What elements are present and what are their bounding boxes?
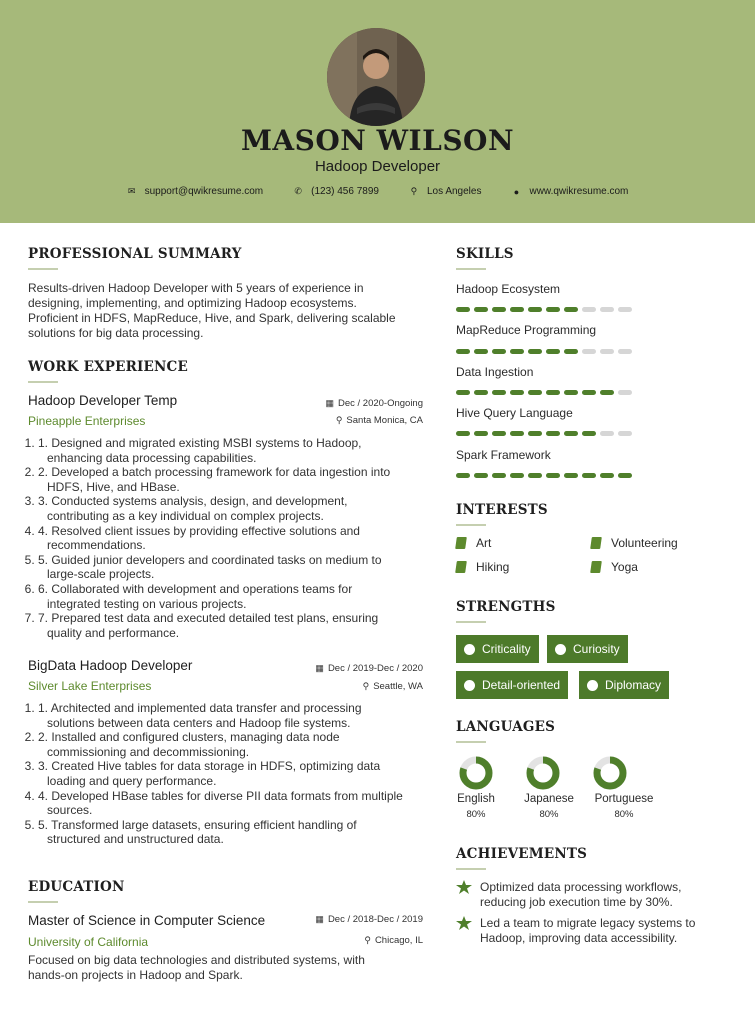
education-line: hands-on projects in Hadoop and Spark. (28, 968, 243, 982)
achievement-line: reducing job execution time by 30%. (480, 895, 673, 909)
globe-icon: ● (513, 186, 520, 197)
calendar-icon: ▦ (315, 914, 324, 924)
skill-dot (474, 349, 488, 354)
list-item: 3. 3. Created Hive tables for data storage in HDFS, optimizing data loading and query performance. (38, 759, 433, 788)
contact-email[interactable]: support@qwikresume.com (144, 186, 264, 197)
experience-heading: WORK EXPERIENCE (28, 359, 188, 375)
language-name: Portuguese (594, 793, 654, 805)
skill-meter (456, 473, 632, 478)
skill-dot (546, 431, 560, 436)
skill-dot (492, 473, 506, 478)
languages-divider (456, 741, 486, 743)
skill-name: MapReduce Programming (456, 323, 597, 337)
pin-icon: ⚲ (362, 681, 370, 691)
education-dates (315, 914, 423, 925)
book-icon (455, 561, 467, 573)
badge-icon (555, 644, 566, 655)
skill-dot (456, 473, 470, 478)
skill-meter (456, 431, 632, 436)
skill-dot (474, 390, 488, 395)
language-ring (593, 756, 627, 790)
calendar-icon: ▦ (325, 398, 334, 408)
job-company: Pineapple Enterprises (28, 414, 146, 428)
skill-dot (600, 431, 614, 436)
skill-dot (618, 431, 632, 436)
list-item: 5. 5. Transformed large datasets, ensuring efficient handling of structured and unstructured data. (38, 818, 433, 847)
skill-dot (600, 473, 614, 478)
skill-dot (546, 307, 560, 312)
list-item: 1. 1. Designed and migrated existing MSBI systems to Hadoop, enhancing data processing capabilities. (38, 436, 433, 465)
skill-meter (456, 307, 632, 312)
resume-header (0, 0, 755, 223)
interest-item: Hiking (456, 560, 509, 574)
interest-item: Volunteering (591, 536, 678, 550)
list-item: 4. 4. Developed HBase tables for diverse PII data formats from multiple sources. (38, 789, 433, 818)
skill-dot (546, 349, 560, 354)
language-level: 80% (614, 809, 634, 820)
skill-dot (600, 307, 614, 312)
list-item: 2. 2. Installed and configured clusters, managing data node commissioning and decommissioning. (38, 730, 433, 759)
contact-location: Los Angeles (426, 186, 482, 197)
degree-title: Master of Science in Computer Science (28, 913, 266, 928)
skill-dot (618, 473, 632, 478)
achievements-divider (456, 868, 486, 870)
skill-dot (546, 473, 560, 478)
skill-dot (582, 349, 596, 354)
star-icon (456, 916, 472, 930)
pin-icon: ⚲ (364, 935, 371, 945)
skill-name: Data Ingestion (456, 365, 534, 379)
strength-badge: Criticality (456, 635, 539, 663)
interests-heading: INTERESTS (456, 502, 548, 518)
job-location (336, 415, 423, 426)
education-location-text: Chicago, IL (374, 935, 423, 946)
skill-dot (528, 390, 542, 395)
skill-dot (456, 349, 470, 354)
skill-dot (600, 349, 614, 354)
calendar-icon: ▦ (315, 663, 324, 673)
skill-dot (618, 307, 632, 312)
skill-dot (600, 390, 614, 395)
strength-badge: Detail-oriented (456, 671, 568, 699)
job-title: Hadoop Developer Temp (28, 393, 178, 408)
profile-photo (327, 28, 425, 126)
person-silhouette-icon (327, 28, 425, 126)
job-bullets (28, 701, 433, 847)
skill-dot (492, 390, 506, 395)
skill-dot (492, 307, 506, 312)
skill-dot (564, 431, 578, 436)
achievements-heading: ACHIEVEMENTS (456, 846, 588, 862)
skill-dot (564, 349, 578, 354)
language-ring (526, 756, 560, 790)
skill-dot (492, 431, 506, 436)
summary-heading: PROFESSIONAL SUMMARY (28, 246, 242, 262)
education-description (28, 953, 428, 983)
skill-dot (510, 307, 524, 312)
skills-divider (456, 268, 486, 270)
list-item: 2. 2. Developed a batch processing framework for data ingestion into HDFS, Hive, and HBase. (38, 465, 433, 494)
summary-line: Results-driven Hadoop Developer with 5 years of experience in (28, 281, 364, 295)
achievement-line: Optimized data processing workflows, (480, 880, 682, 894)
badge-icon (587, 680, 598, 691)
strengths-divider (456, 621, 486, 623)
skill-dot (474, 473, 488, 478)
contact-phone: (123) 456 7899 (311, 186, 379, 197)
achievement-line: Led a team to migrate legacy systems to (480, 916, 696, 930)
skill-dot (474, 307, 488, 312)
summary-line: Proficient in HDFS, MapReduce, Hive, and Spark, delivering scalable (28, 311, 396, 325)
skill-dot (492, 349, 506, 354)
list-item: 6. 6. Collaborated with development and operations teams for integrated testing on various projects. (38, 582, 433, 611)
education-line: Focused on big data technologies and distributed systems, with (28, 953, 365, 967)
skill-meter (456, 390, 632, 395)
skill-dot (528, 349, 542, 354)
languages-heading: LANGUAGES (456, 719, 556, 735)
skill-dot (582, 390, 596, 395)
skill-dot (510, 390, 524, 395)
phone-icon: ✆ (294, 186, 302, 196)
envelope-icon: ✉ (127, 186, 136, 196)
job-location-text: Santa Monica, CA (346, 415, 423, 426)
skill-dot (582, 473, 596, 478)
badge-icon (464, 644, 475, 655)
job-title: BigData Hadoop Developer (28, 658, 193, 673)
job-location (363, 681, 423, 692)
skill-dot (564, 307, 578, 312)
education-heading: EDUCATION (28, 879, 125, 895)
skill-name: Hadoop Ecosystem (456, 282, 561, 296)
candidate-name: MASON WILSON (240, 124, 515, 157)
school-name: University of California (28, 935, 149, 949)
skill-dot (528, 431, 542, 436)
summary-line: designing, implementing, and optimizing Hadoop ecosystems. (28, 296, 357, 310)
book-icon (455, 537, 467, 549)
skill-dot (456, 431, 470, 436)
job-dates (315, 663, 423, 674)
education-divider (28, 901, 58, 903)
job-location-text: Seattle, WA (373, 681, 423, 692)
summary-line: solutions for big data processing. (28, 326, 204, 340)
candidate-title: Hadoop Developer (314, 158, 441, 175)
contact-bar (0, 186, 755, 197)
interest-item: Yoga (591, 560, 638, 574)
list-item: 3. 3. Conducted systems analysis, design, and development, contributing as a key individual on complex projects. (38, 494, 433, 523)
book-icon (590, 537, 602, 549)
education-dates-text: Dec / 2018-Dec / 2019 (327, 914, 423, 925)
skill-dot (474, 431, 488, 436)
skill-dot (618, 390, 632, 395)
skill-name: Hive Query Language (456, 406, 573, 420)
language-ring (459, 756, 493, 790)
badge-icon (464, 680, 475, 691)
pin-icon: ⚲ (335, 415, 343, 425)
language-name: Japanese (524, 793, 574, 805)
skills-heading: SKILLS (456, 246, 514, 262)
list-item: 1. 1. Architected and implemented data transfer and processing solutions between data centers and Hadoop file systems. (38, 701, 433, 730)
skill-dot (456, 307, 470, 312)
skill-dot (582, 307, 596, 312)
skill-dot (528, 473, 542, 478)
strengths-heading: STRENGTHS (456, 599, 556, 615)
achievement-item (456, 880, 736, 912)
summary-divider (28, 268, 58, 270)
job-dates (325, 398, 423, 409)
job-company: Silver Lake Enterprises (28, 679, 152, 693)
job-dates-text: Dec / 2020-Ongoing (337, 398, 423, 409)
list-item: 4. 4. Resolved client issues by providing effective solutions and recommendations. (38, 524, 433, 553)
language-name: English (457, 793, 495, 805)
skill-dot (510, 349, 524, 354)
job-bullets (28, 436, 433, 640)
achievement-line: Hadoop, improving data accessibility. (480, 931, 678, 945)
skill-dot (564, 390, 578, 395)
summary-text (28, 281, 428, 341)
language-level: 80% (539, 809, 559, 820)
star-icon (456, 880, 472, 894)
strength-badge: Diplomacy (579, 671, 669, 699)
skill-dot (618, 349, 632, 354)
skill-name: Spark Framework (456, 448, 551, 462)
skill-dot (582, 431, 596, 436)
skill-dot (528, 307, 542, 312)
interests-divider (456, 524, 486, 526)
skill-meter (456, 349, 632, 354)
language-level: 80% (466, 809, 486, 820)
skill-dot (546, 390, 560, 395)
education-location (364, 935, 423, 946)
strength-badge: Curiosity (547, 635, 628, 663)
skill-dot (456, 390, 470, 395)
job-dates-text: Dec / 2019-Dec / 2020 (327, 663, 423, 674)
contact-website[interactable]: www.qwikresume.com (529, 186, 629, 197)
location-pin-icon: ⚲ (410, 186, 418, 196)
experience-divider (28, 381, 58, 383)
interest-item: Art (456, 536, 491, 550)
book-icon (590, 561, 602, 573)
list-item: 5. 5. Guided junior developers and coordinated tasks on medium to large-scale projects. (38, 553, 433, 582)
skill-dot (510, 431, 524, 436)
list-item: 7. 7. Prepared test data and executed detailed test plans, ensuring quality and performance. (38, 611, 433, 640)
skill-dot (564, 473, 578, 478)
achievement-item (456, 916, 736, 948)
skill-dot (510, 473, 524, 478)
